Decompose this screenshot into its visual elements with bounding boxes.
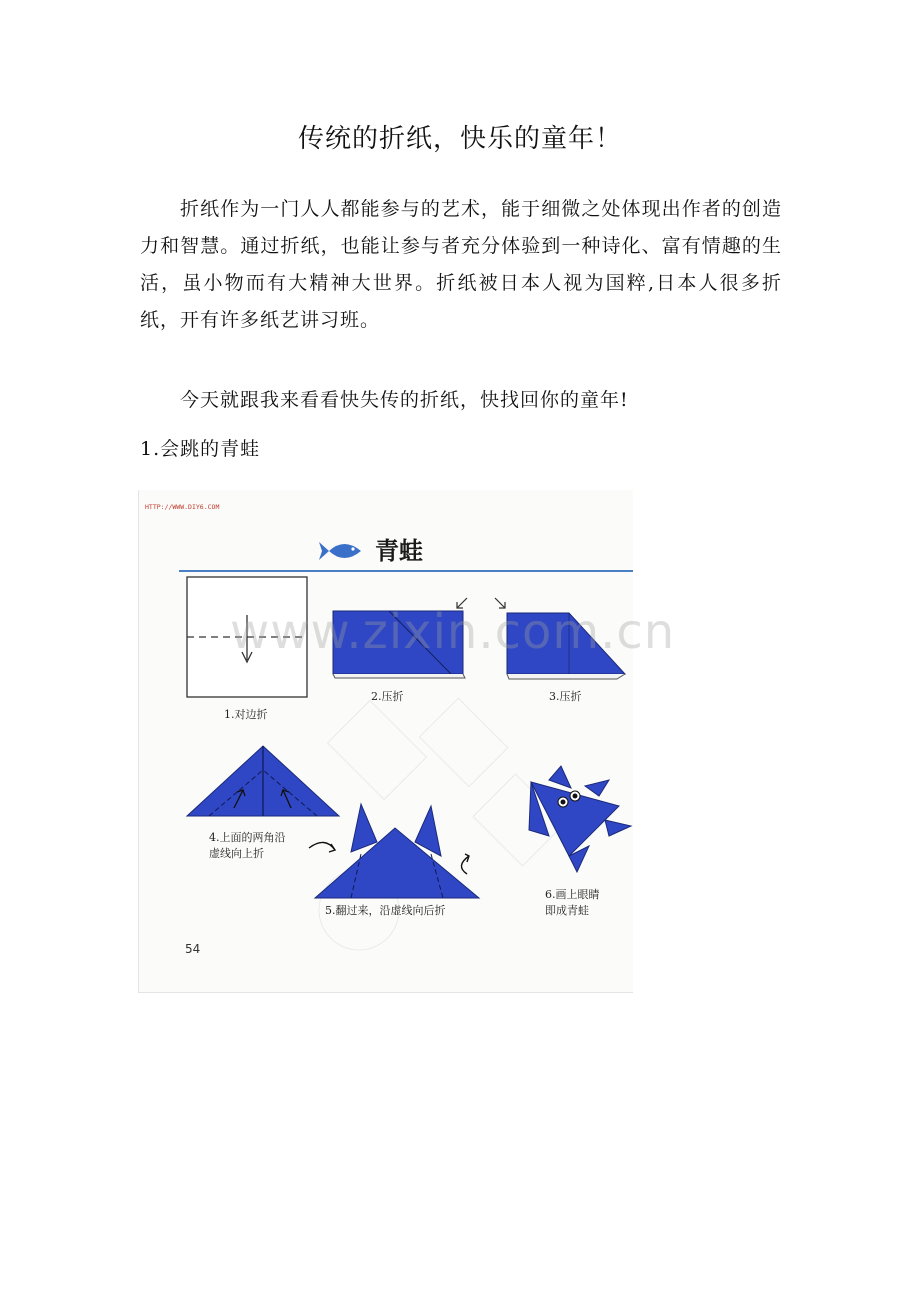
page-number: 54 [185,942,201,956]
step-5-drawing [309,804,479,898]
step-6-label-line1: 6.画上眼睛 [545,888,600,901]
step-1-label: 1.对边折 [224,708,268,721]
step-4-label-line2: 虚线向上折 [209,847,264,860]
frog-origami-figure [138,490,633,993]
step-4-drawing [187,746,339,816]
section-heading: 1.会跳的青蛙 [140,438,261,460]
step-4-label-line1: 4.上面的两角沿 [209,831,286,844]
fish-icon [319,542,361,560]
step-3-label: 3.压折 [549,690,582,703]
figure-title: 青蛙 [375,536,423,565]
step-5-label: 5.翻过来，沿虚线向后折 [325,904,446,917]
lead-paragraph: 今天就跟我来看看快失传的折纸，快找回你的童年! [180,389,629,411]
frog-diagram [139,490,633,992]
watermark-text: www.zixin.com.cn [230,604,676,660]
page-title: 传统的折纸，快乐的童年！ [297,124,622,154]
frog-drawing [529,766,631,872]
source-url: HTTP://WWW.DIY6.COM [145,503,220,511]
step-6-label-line2: 即成青蛙 [545,904,589,917]
intro-paragraph: 折纸作为一门人人都能参与的艺术，能于细微之处体现出作者的创造力和智慧。通过折纸，也能让参与者充分体验到一种诗化、富有情趣的生活，虽小物而有大精神大世界。折纸被日本人视为国粹,日本人很多折纸，开有许多纸艺讲习班。 [140,198,782,331]
step-2-label: 2.压折 [371,690,404,703]
